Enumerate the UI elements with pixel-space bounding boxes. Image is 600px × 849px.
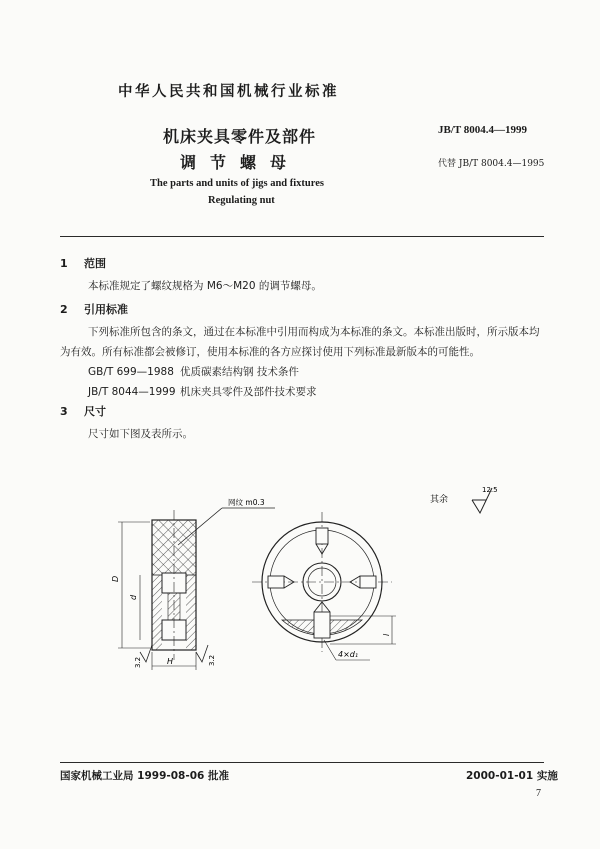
section-3-text: 尺寸如下图及表所示。 (88, 428, 193, 440)
replaces-note: 代替 JB/T 8004.4—1995 (438, 159, 545, 169)
dimension-d (129, 575, 140, 640)
section-2-heading: 2 引用标准 (60, 303, 128, 316)
roughness-symbol-right (196, 645, 216, 666)
standard-category: 中华人民共和国机械行业标准 (118, 84, 339, 100)
title-cn: 机床夹具零件及部件 (163, 127, 317, 146)
dim-d-label: d (129, 594, 138, 600)
other-roughness-value: 12.5 (482, 486, 498, 494)
implementation-date: 2000-01-01 实施 (466, 770, 558, 782)
holes-callout (324, 640, 370, 660)
roughness-symbol-other (472, 486, 498, 513)
standard-number: JB/T 8004.4—1999 (438, 124, 528, 136)
other-label: 其余 (430, 495, 449, 505)
section-2-text: 下列标准所包含的条文，通过在本标准中引用而构成为本标准的条文。本标准出版时，所示版本均为有效。所有标准都会被修订，使用本标准的各方应探讨使用下列标准最新版本的可能性。 (60, 326, 540, 358)
section-1-heading: 1 范围 (60, 257, 106, 270)
dim-D-label: D (111, 575, 120, 582)
approval-note: 国家机械工业局 1999-08-06 批准 (60, 770, 229, 782)
dim-l-label: l (382, 633, 391, 636)
dim-holes-label: 4×d₁ (338, 650, 359, 659)
roughness-left-value: 3.2 (134, 656, 142, 668)
title-en: The parts and units of jigs and fixtures (150, 178, 324, 189)
dimension-D (111, 522, 150, 648)
section-1-text: 本标准规定了螺纹规格为 M6～M20 的调节螺母。 (88, 280, 322, 292)
dim-H-label: H (167, 657, 174, 666)
section-3-heading: 3 尺寸 (60, 405, 106, 418)
front-view (252, 512, 392, 652)
footer-rule (60, 762, 544, 763)
subtitle-en: Regulating nut (208, 195, 275, 206)
roughness-right-value: 3.2 (208, 654, 216, 666)
page-number: 7 (536, 788, 541, 799)
reference-item: JB/T 8044—1999 机床夹具零件及部件技术要求 (88, 386, 317, 398)
knurl-label: 网纹 m0.3 (228, 498, 265, 507)
header-rule (60, 236, 544, 237)
roughness-symbol-left (134, 645, 152, 668)
reference-list (88, 362, 317, 402)
reference-item: GB/T 699—1988 优质碳素结构钢 技术条件 (88, 366, 299, 378)
regulating-nut-drawing (0, 480, 600, 680)
subtitle-cn: 调节螺母 (180, 153, 301, 172)
side-section-view (152, 510, 196, 660)
